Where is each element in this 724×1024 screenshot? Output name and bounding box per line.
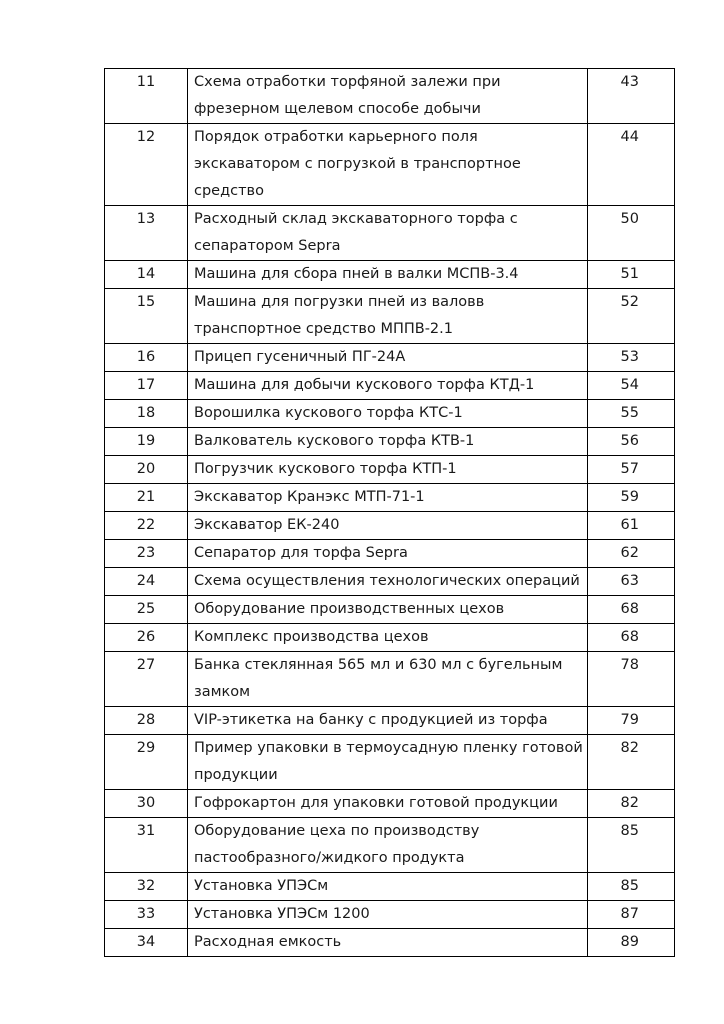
table-row (105, 790, 675, 818)
row-number: 31 (105, 818, 188, 873)
row-title: Пример упаковки в термоусадную пленку готовой продукции (188, 735, 588, 790)
table-row (105, 652, 675, 707)
row-title: Оборудование производственных цехов (188, 596, 588, 624)
row-number: 34 (105, 929, 188, 957)
table-row (105, 400, 675, 428)
table-row (105, 818, 675, 873)
row-title: Гофрокартон для упаковки готовой продукции (188, 790, 588, 818)
row-number: 11 (105, 69, 188, 124)
row-title: Машина для добычи кускового торфа КТД-1 (188, 372, 588, 400)
row-number: 18 (105, 400, 188, 428)
row-number: 20 (105, 456, 188, 484)
row-title: Машина для погрузки пней из валовв транспортное средство МППВ-2.1 (188, 289, 588, 344)
table-row (105, 289, 675, 344)
row-number: 21 (105, 484, 188, 512)
row-page: 53 (588, 344, 675, 372)
row-title: Экскаватор Кранэкс МТП-71-1 (188, 484, 588, 512)
row-title: Погрузчик кускового торфа КТП-1 (188, 456, 588, 484)
row-title: Порядок отработки карьерного поля экскаватором с погрузкой в транспортное средство (188, 124, 588, 206)
table-row (105, 484, 675, 512)
row-page: 59 (588, 484, 675, 512)
row-page: 85 (588, 873, 675, 901)
table-row (105, 456, 675, 484)
row-page: 54 (588, 372, 675, 400)
table-row (105, 206, 675, 261)
row-number: 33 (105, 901, 188, 929)
table-row (105, 69, 675, 124)
row-number: 25 (105, 596, 188, 624)
row-page: 89 (588, 929, 675, 957)
row-number: 32 (105, 873, 188, 901)
row-page: 44 (588, 124, 675, 206)
row-page: 82 (588, 790, 675, 818)
figures-list-body (105, 69, 675, 957)
row-title: Установка УПЭСм (188, 873, 588, 901)
row-page: 68 (588, 596, 675, 624)
row-page: 85 (588, 818, 675, 873)
row-number: 14 (105, 261, 188, 289)
row-number: 29 (105, 735, 188, 790)
row-title: Валкователь кускового торфа КТВ-1 (188, 428, 588, 456)
table-row (105, 261, 675, 289)
row-page: 62 (588, 540, 675, 568)
row-title: VIP-этикетка на банку с продукцией из торфа (188, 707, 588, 735)
row-number: 26 (105, 624, 188, 652)
row-number: 19 (105, 428, 188, 456)
table-row (105, 344, 675, 372)
row-page: 82 (588, 735, 675, 790)
row-page: 55 (588, 400, 675, 428)
row-number: 24 (105, 568, 188, 596)
table-row (105, 624, 675, 652)
row-number: 16 (105, 344, 188, 372)
table-row (105, 901, 675, 929)
row-number: 12 (105, 124, 188, 206)
row-title: Схема отработки торфяной залежи при фрезерном щелевом способе добычи (188, 69, 588, 124)
table-row (105, 929, 675, 957)
row-page: 63 (588, 568, 675, 596)
row-page: 79 (588, 707, 675, 735)
table-row (105, 428, 675, 456)
row-title: Схема осуществления технологических операций (188, 568, 588, 596)
row-number: 28 (105, 707, 188, 735)
row-page: 87 (588, 901, 675, 929)
row-page: 61 (588, 512, 675, 540)
table-row (105, 707, 675, 735)
row-number: 23 (105, 540, 188, 568)
table-row (105, 372, 675, 400)
row-page: 78 (588, 652, 675, 707)
table-row (105, 124, 675, 206)
row-title: Банка стеклянная 565 мл и 630 мл с бугельным замком (188, 652, 588, 707)
row-number: 13 (105, 206, 188, 261)
row-number: 22 (105, 512, 188, 540)
row-title: Прицеп гусеничный ПГ-24А (188, 344, 588, 372)
table-row (105, 596, 675, 624)
row-page: 57 (588, 456, 675, 484)
row-title: Установка УПЭСм 1200 (188, 901, 588, 929)
table-row (105, 512, 675, 540)
row-number: 27 (105, 652, 188, 707)
row-page: 51 (588, 261, 675, 289)
row-number: 17 (105, 372, 188, 400)
row-number: 30 (105, 790, 188, 818)
table-row (105, 568, 675, 596)
row-title: Комплекс производства цехов (188, 624, 588, 652)
table-row (105, 540, 675, 568)
figures-list-table (104, 68, 675, 957)
table-row (105, 873, 675, 901)
row-page: 43 (588, 69, 675, 124)
row-page: 68 (588, 624, 675, 652)
row-page: 56 (588, 428, 675, 456)
row-title: Расходный склад экскаваторного торфа с сепаратором Sepra (188, 206, 588, 261)
row-title: Оборудование цеха по производству пастообразного/жидкого продукта (188, 818, 588, 873)
row-title: Экскаватор ЕК-240 (188, 512, 588, 540)
row-number: 15 (105, 289, 188, 344)
row-title: Сепаратор для торфа Sepra (188, 540, 588, 568)
row-page: 52 (588, 289, 675, 344)
table-row (105, 735, 675, 790)
row-title: Расходная емкость (188, 929, 588, 957)
row-page: 50 (588, 206, 675, 261)
row-title: Ворошилка кускового торфа КТС-1 (188, 400, 588, 428)
row-title: Машина для сбора пней в валки МСПВ-3.4 (188, 261, 588, 289)
